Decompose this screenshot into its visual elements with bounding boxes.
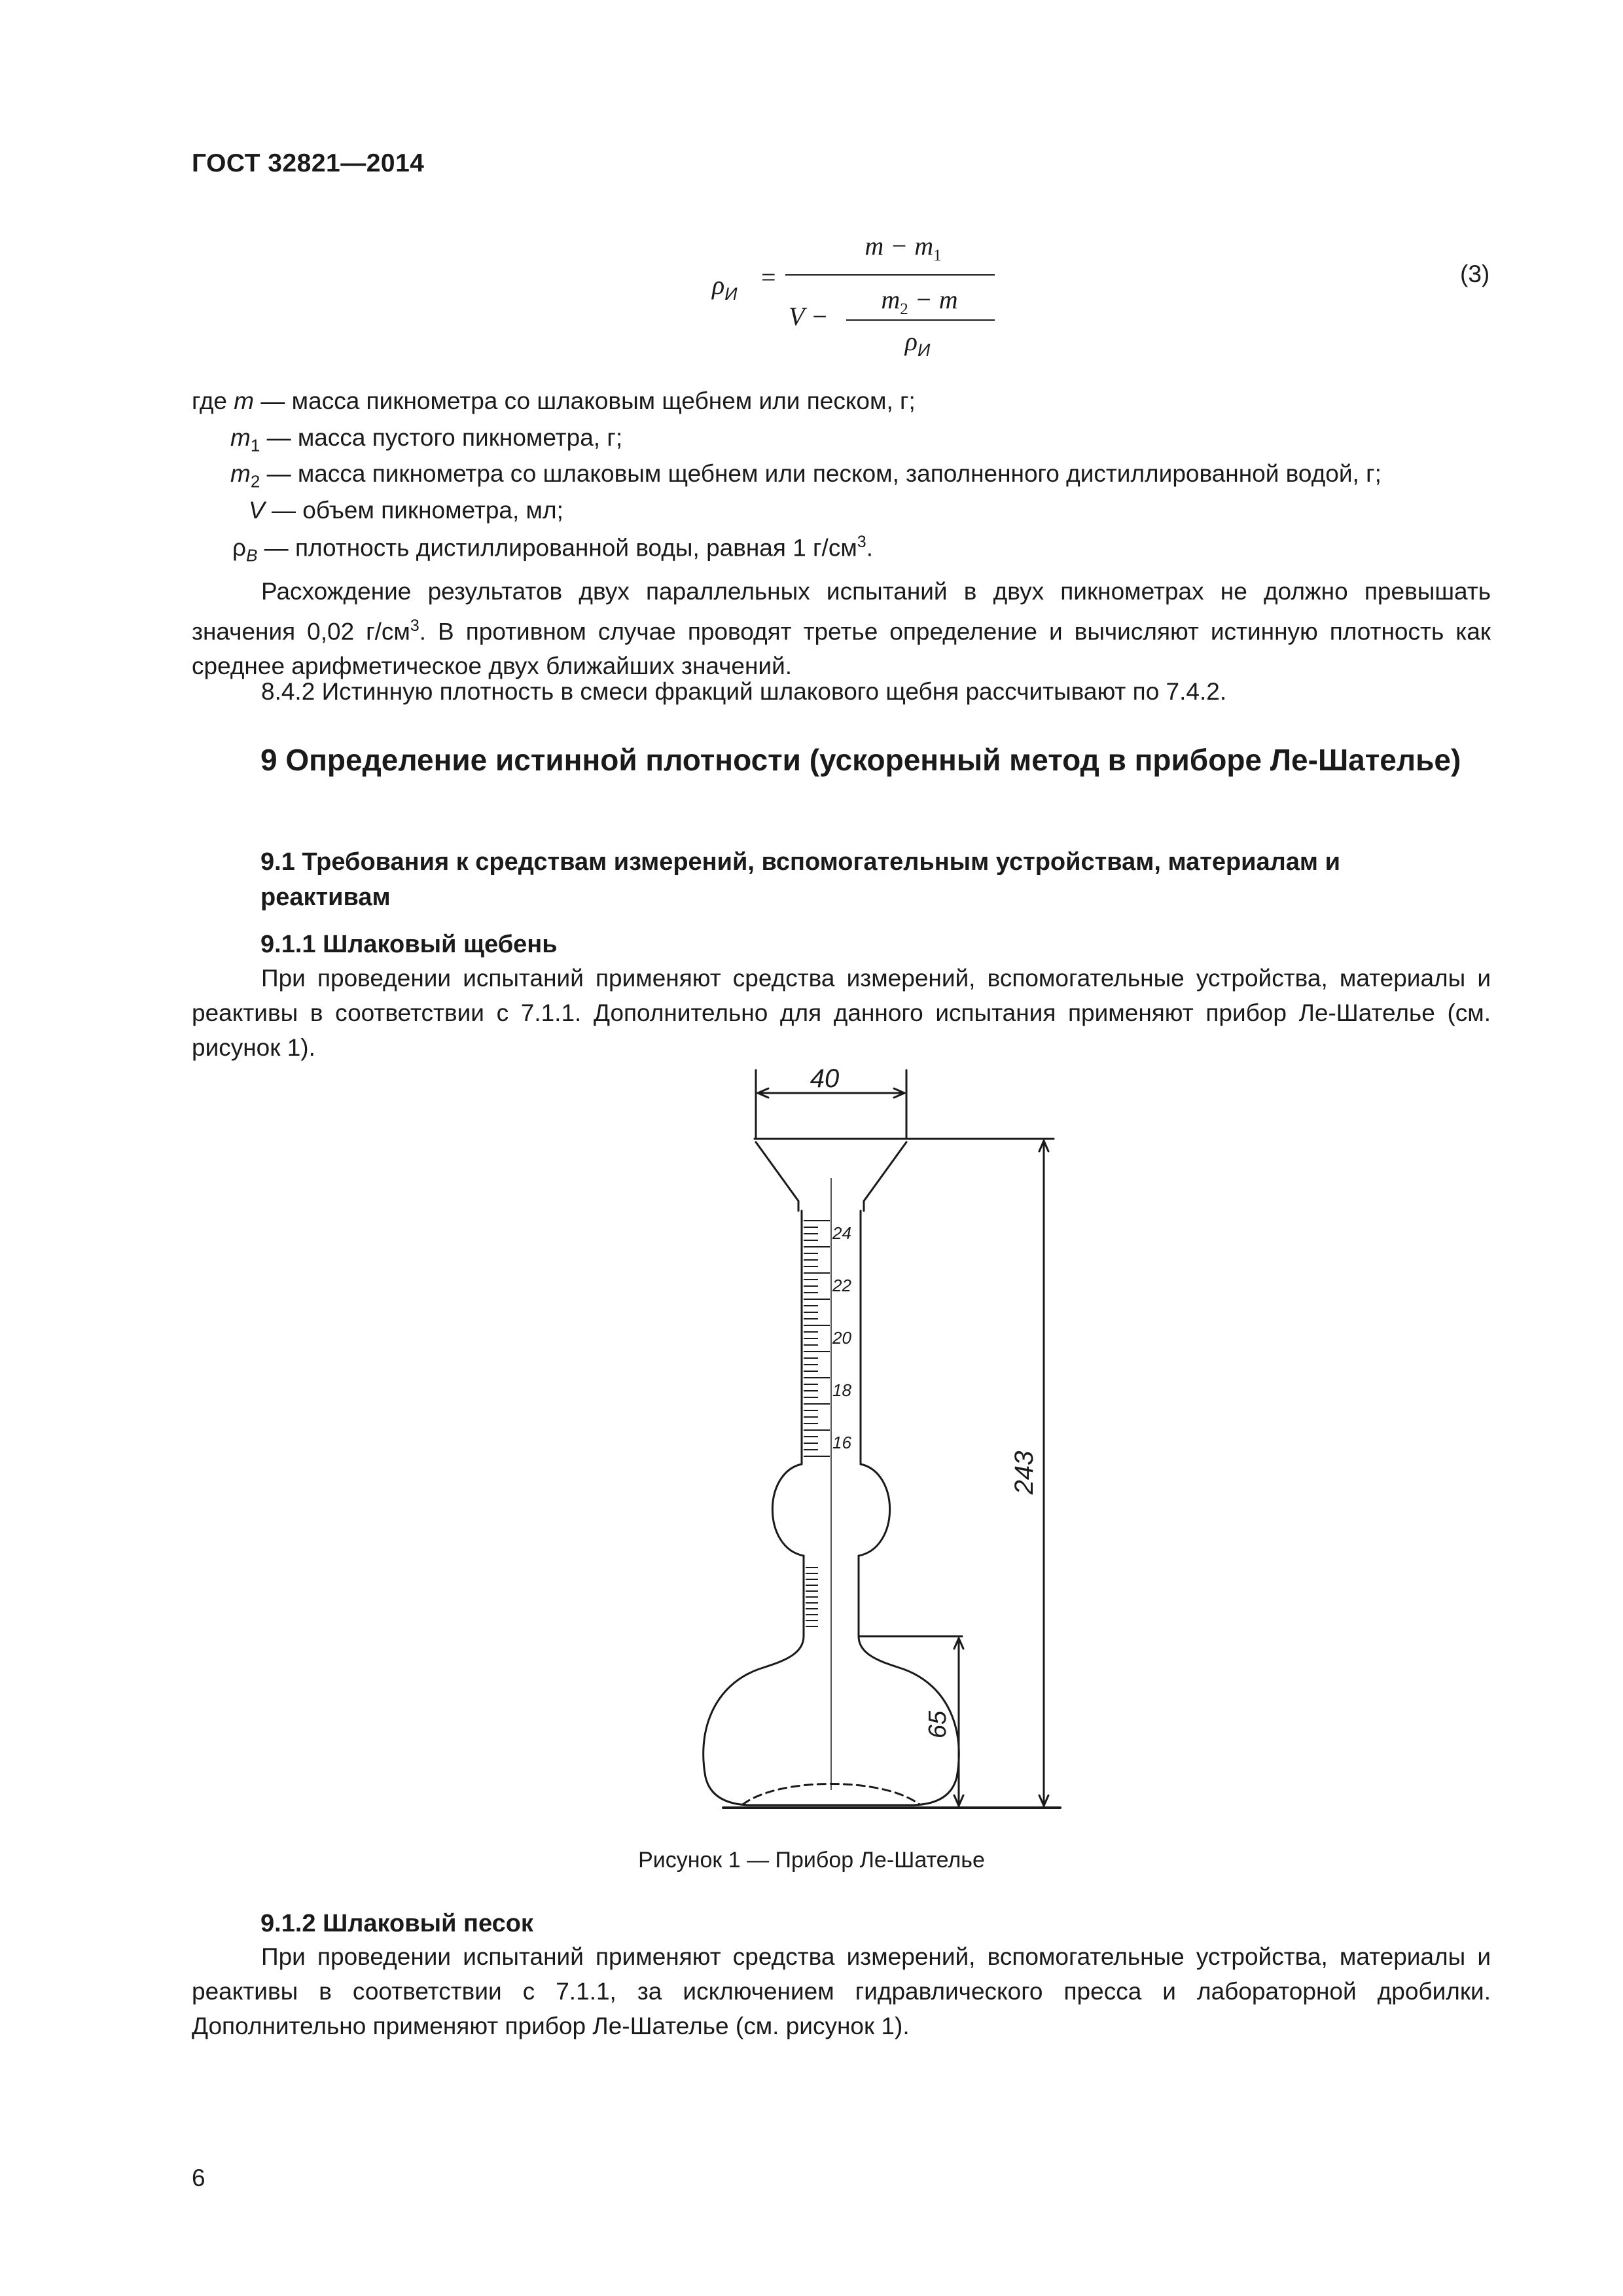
dim-total-label: 243: [1010, 1450, 1039, 1495]
neck-scale-ticks: [804, 1221, 830, 1456]
dim-bottom-label: 65: [924, 1710, 952, 1739]
scale-label-22: 22: [832, 1276, 851, 1295]
section-9-1-2-heading: 9.1.2 Шлаковый песок: [260, 1910, 533, 1937]
page-header: ГОСТ 32821—2014: [192, 149, 425, 177]
formula-numerator: $m - m_1$: [865, 231, 942, 264]
equation-number: (3): [1460, 260, 1490, 287]
section-9-1-heading: 9.1 Требования к средствам измерений, вспомогательным устройствам, материалам и реактивам: [260, 848, 1340, 911]
dim-top-label: 40: [810, 1064, 840, 1093]
paragraph-8-4-2: 8.4.2 Истинную плотность в смеси фракций шлакового щебня рассчитывают по 7.4.2.: [261, 678, 1227, 705]
formula-denominator-v: V −: [789, 302, 829, 331]
where-item-rho-b: $\rho_В$ — плотность дистиллированной воды, равная 1 $г/см^3$.: [232, 533, 873, 565]
page-number: 6: [192, 2164, 205, 2191]
formula-main-fraction-bar: [785, 274, 995, 276]
scale-label-20: 20: [832, 1328, 851, 1348]
paragraph-9-1-1: При проведении испытаний применяют средства измерений, вспомогательные устройства, материалы и реактивы в соответствии с 7.1.1. Дополнительно для данного испытания применяют прибор Ле-Шателье (см. рисунок 1).: [192, 965, 1491, 1061]
where-item-m: где m — масса пикнометра со шлаковым щебнем или песком, г;: [192, 387, 916, 414]
formula-3: [707, 229, 982, 380]
paragraph-9-1-2: При проведении испытаний применяют средства измерений, вспомогательные устройства, материалы и реактивы в соответствии с 7.1.1, за исключением гидравлического пресса и лабораторной дробилки. Дополнительно применяют прибор Ле-Шателье (см. рисунок 1).: [192, 1943, 1491, 2039]
section-9-heading: 9 Определение истинной плотности (ускоренный метод в приборе Ле-Шателье): [260, 743, 1461, 777]
scale-label-16: 16: [832, 1433, 851, 1452]
formula-inner-denominator: $\rho_И$: [904, 327, 931, 360]
formula-equals: =: [761, 262, 776, 292]
lower-tube-ticks: [806, 1568, 818, 1626]
where-item-v: V — объем пикнометра, мл;: [249, 497, 563, 524]
formula-lhs: $\rho_И$: [712, 270, 738, 304]
formula-inner-fraction-bar: [846, 319, 995, 321]
scale-label-18: 18: [832, 1380, 851, 1400]
figure-caption: Рисунок 1 — Прибор Ле-Шателье: [638, 1848, 985, 1873]
paragraph-divergence: Расхождение результатов двух параллельных испытаний в двух пикнометрах не должно превышать значения 0,02 $г/см^3$. В противном случае проводят третье определение и вычисляют истинную плотность как среднее арифметическое двух ближайших значений.: [192, 578, 1491, 680]
section-9-1-1-heading: 9.1.1 Шлаковый щебень: [260, 931, 558, 958]
scale-label-24: 24: [832, 1223, 851, 1243]
formula-inner-numerator: $m_2 - m$: [881, 285, 958, 318]
le-chatelier-flask-figure: [687, 1064, 1080, 1816]
where-item-m1: $m_1$ — масса пустого пикнометра, г;: [230, 424, 623, 456]
where-item-m2: $m_2$ — масса пикнометра со шлаковым щебнем или песком, заполненного дистиллированной водой, г;: [230, 460, 1382, 492]
